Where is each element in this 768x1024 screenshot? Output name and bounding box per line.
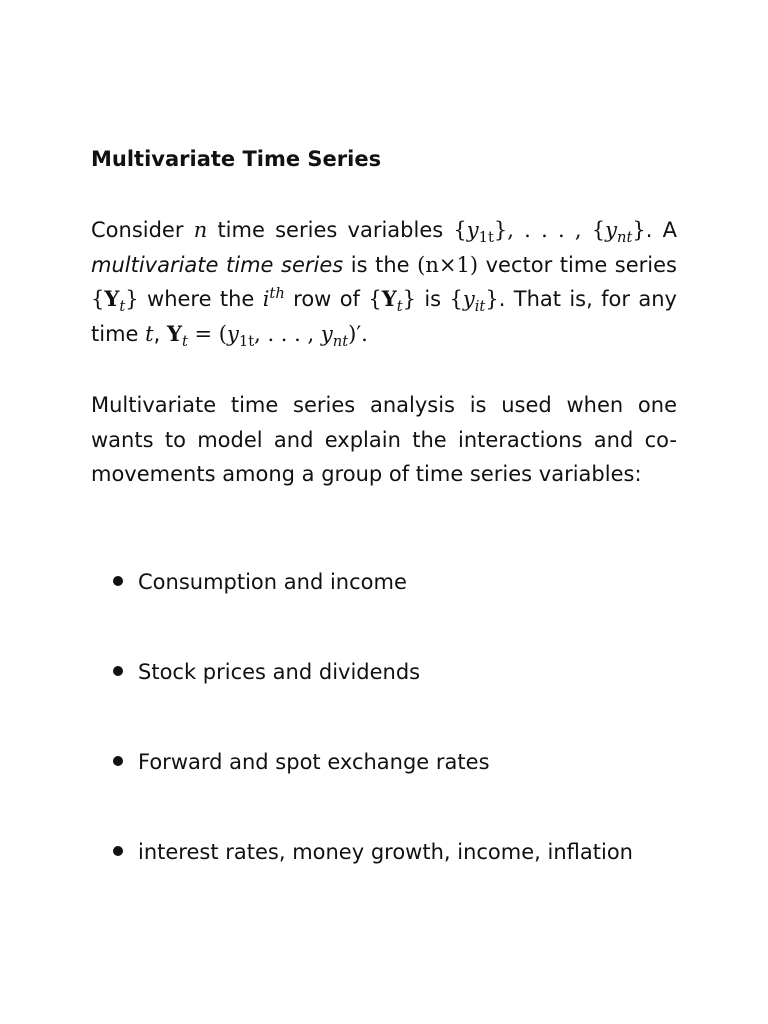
math-y: y bbox=[605, 218, 617, 242]
text-run: is the bbox=[343, 252, 418, 277]
math-equals: = ( bbox=[187, 321, 227, 346]
list-item-text: Stock prices and dividends bbox=[138, 659, 421, 684]
bullet-icon bbox=[113, 846, 123, 856]
math-y: y bbox=[462, 287, 475, 311]
math-subscript: 1t bbox=[478, 229, 494, 247]
text-run: is bbox=[415, 287, 450, 311]
math-set-close: } bbox=[402, 287, 416, 311]
list-item-text: interest rates, money growth, income, inflation bbox=[138, 839, 633, 864]
math-subscript: t bbox=[181, 332, 188, 350]
math-subscript: nt bbox=[617, 229, 633, 247]
math-dimension: (n×1) bbox=[417, 252, 479, 277]
math-subscript: 1t bbox=[238, 332, 255, 350]
math-dots: , . . . , bbox=[254, 321, 321, 346]
math-i: i bbox=[262, 287, 270, 311]
math-set-open: { bbox=[368, 287, 382, 311]
bullet-icon bbox=[113, 576, 123, 586]
text-run: where the bbox=[138, 287, 263, 311]
math-Y: Y bbox=[166, 320, 182, 346]
math-Y: Y bbox=[381, 286, 397, 311]
list-item bbox=[113, 567, 407, 597]
analysis-paragraph: Multivariate time series analysis is used when one wants to model and explain the interactions and co-movements among a group of time series variables: bbox=[91, 393, 677, 486]
list-item bbox=[113, 837, 633, 867]
math-subscript: t bbox=[119, 298, 126, 316]
list-item-text: Consumption and income bbox=[138, 569, 407, 594]
math-y: y bbox=[320, 321, 333, 346]
bullet-icon bbox=[113, 666, 123, 676]
math-set-close: } bbox=[125, 287, 139, 311]
text-run: . That is, for any time bbox=[91, 287, 677, 346]
math-t: t bbox=[145, 321, 154, 346]
text-run: Consider bbox=[91, 218, 194, 242]
math-set-open: { bbox=[91, 287, 105, 311]
math-dots: , . . . , bbox=[507, 218, 592, 242]
math-subscript: it bbox=[474, 298, 486, 316]
math-superscript: th bbox=[269, 285, 285, 302]
math-subscript: nt bbox=[332, 332, 349, 350]
math-set-open: { bbox=[591, 218, 606, 242]
emphasis-term: multivariate time series bbox=[91, 252, 344, 277]
math-set-open: { bbox=[453, 218, 467, 242]
list-item bbox=[113, 657, 420, 687]
math-set-open: { bbox=[449, 287, 463, 311]
bullet-icon bbox=[113, 756, 123, 766]
text-run: vector time series bbox=[478, 252, 677, 277]
text-run: row of bbox=[284, 287, 369, 311]
definition-paragraph bbox=[91, 213, 677, 351]
text-run: time series variables bbox=[207, 218, 454, 242]
text-run: , bbox=[153, 321, 167, 346]
math-set-close: } bbox=[493, 218, 508, 242]
math-close: )′. bbox=[348, 321, 368, 346]
slide-content bbox=[91, 142, 678, 864]
math-y: y bbox=[466, 218, 479, 242]
math-subscript: t bbox=[396, 298, 403, 316]
slide-title: Multivariate Time Series bbox=[91, 147, 382, 171]
math-y: y bbox=[226, 321, 239, 346]
list-item bbox=[113, 747, 490, 777]
text-run: . A bbox=[645, 218, 678, 242]
list-item-text: Forward and spot exchange rates bbox=[138, 749, 490, 774]
math-set-close: } bbox=[632, 218, 646, 242]
math-Y: Y bbox=[104, 286, 120, 311]
math-set-close: } bbox=[485, 287, 499, 311]
math-n: n bbox=[193, 218, 208, 242]
